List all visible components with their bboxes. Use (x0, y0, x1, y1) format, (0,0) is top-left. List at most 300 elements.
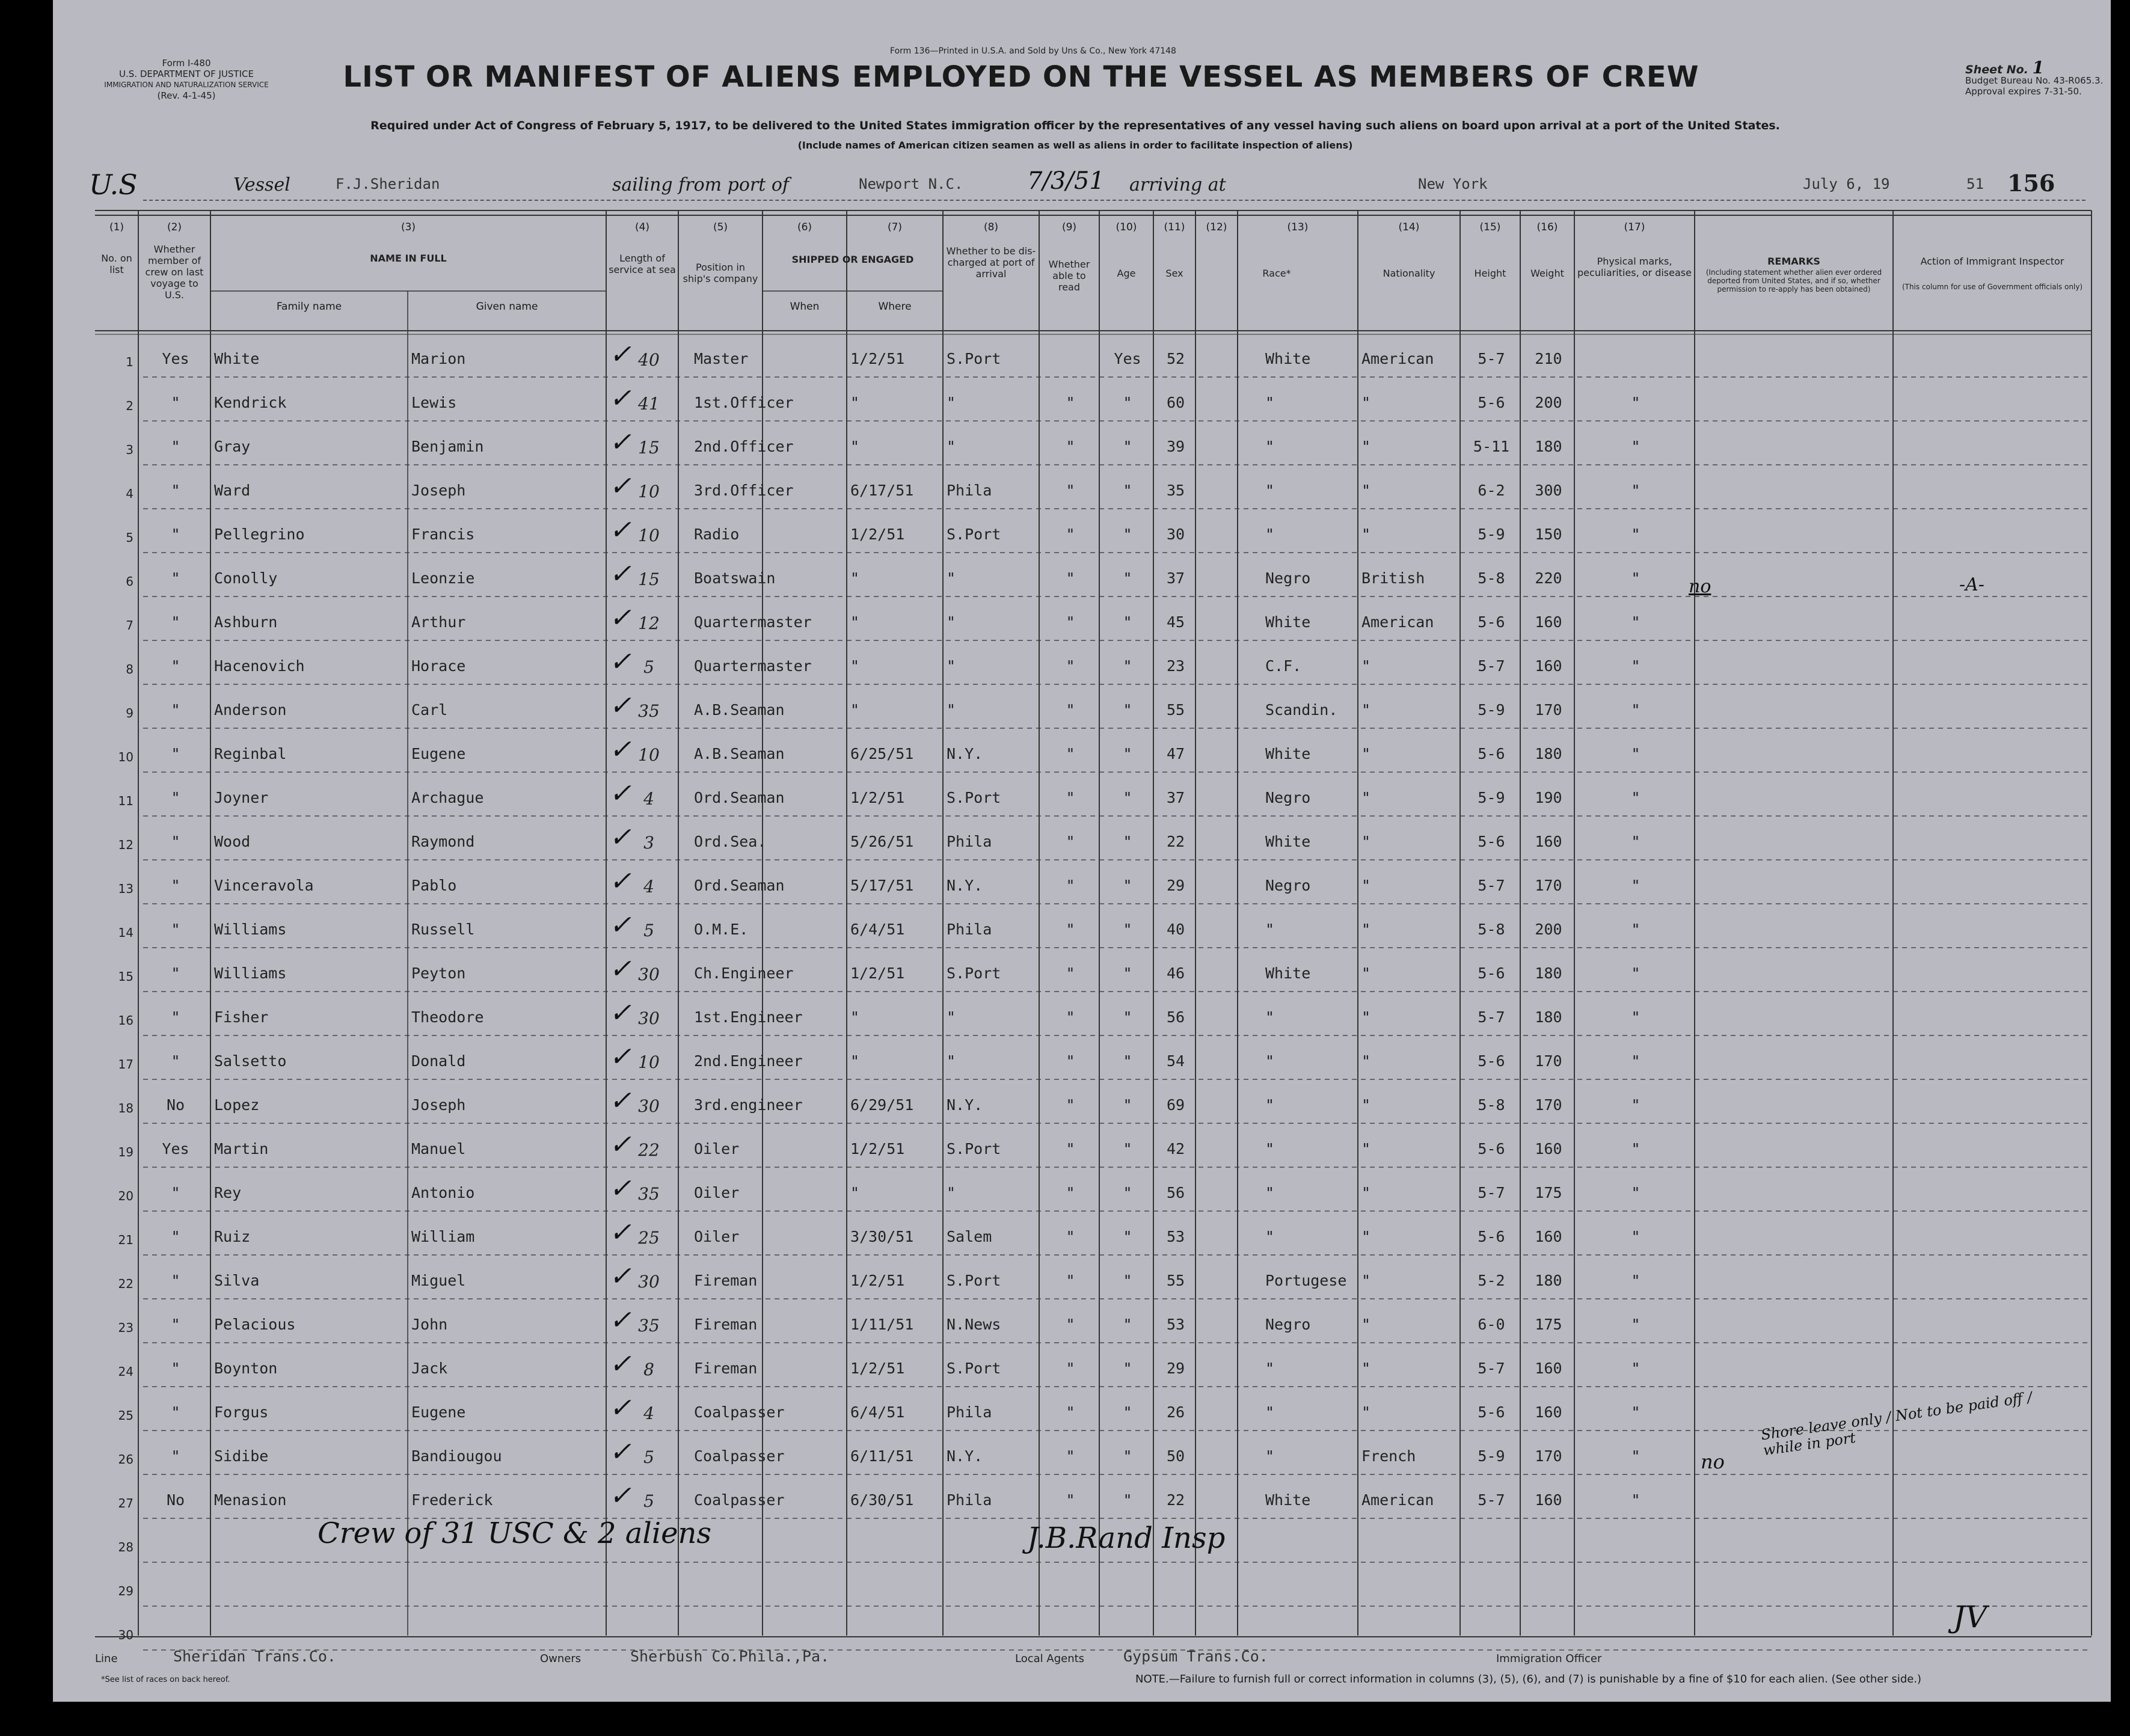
column-header-c11: Race* (1262, 268, 1291, 279)
cell-service: 35 (638, 1316, 660, 1336)
cell-where: " (947, 1008, 956, 1026)
column-header-c16: REMARKS (1767, 256, 1820, 267)
cell-nat: " (1361, 1052, 1371, 1070)
cell-crew: Yes (162, 350, 189, 367)
owners-label: Owners (540, 1652, 582, 1665)
cell-service: 40 (638, 350, 660, 370)
sail-date: 7/3/51 (1027, 167, 1105, 195)
cell-given: Carl (411, 701, 448, 719)
cell-race: White (1265, 1491, 1311, 1509)
cell-marks: " (1631, 1403, 1640, 1421)
cell-dis: " (1066, 1272, 1075, 1289)
cell-weight: 175 (1535, 1184, 1562, 1201)
cell-age: 60 (1166, 394, 1185, 411)
cell-marks: " (1631, 1360, 1640, 1377)
cell-dis: " (1066, 1447, 1075, 1465)
races-note: *See list of races on back hereof. (101, 1675, 230, 1684)
cell-race: Scandin. (1265, 701, 1338, 719)
cell-read: " (1123, 877, 1132, 894)
arriving-label: arriving at (1129, 174, 1226, 195)
check-mark-icon: ✓ (609, 822, 631, 853)
cell-given: Horace (411, 657, 466, 675)
cell-family: Forgus (214, 1403, 269, 1421)
cell-nat: " (1361, 1008, 1371, 1026)
cell-read: " (1123, 394, 1132, 411)
cell-crew: " (171, 569, 180, 587)
cell-crew: " (171, 1360, 180, 1377)
cell-race: C.F. (1265, 657, 1302, 675)
cell-age: 55 (1166, 701, 1185, 719)
cell-crew: " (171, 1008, 180, 1026)
cell-race: " (1265, 1008, 1275, 1026)
column-number: (13) (1287, 221, 1309, 233)
cell-n: 24 (118, 1364, 134, 1379)
cell-height: 5-7 (1478, 1360, 1505, 1377)
cell-service: 30 (638, 1008, 660, 1028)
cell-nat: " (1361, 1228, 1371, 1245)
cell-service: 10 (638, 1052, 660, 1072)
cell-crew: No (166, 1491, 185, 1509)
cell-age: 55 (1166, 1272, 1185, 1289)
cell-n: 21 (118, 1233, 134, 1247)
cell-position: 2nd.Engineer (694, 1052, 803, 1070)
cell-n: 25 (118, 1408, 134, 1423)
cell-given: Bandiougou (411, 1447, 502, 1465)
cell-position: 3rd.engineer (694, 1096, 803, 1114)
cell-n: 22 (118, 1277, 134, 1291)
cell-family: Ashburn (214, 613, 278, 631)
cell-dis: " (1066, 1052, 1075, 1070)
approval-expiry: Approval expires 7-31-50. (1965, 86, 2082, 97)
cell-race: " (1265, 1184, 1275, 1201)
cell-height: 5-6 (1478, 965, 1505, 982)
column-header-c6: SHIPPED OR ENGAGED (791, 254, 914, 265)
cell-where: S.Port (947, 1140, 1001, 1158)
cell-given: Theodore (411, 1008, 484, 1026)
cell-family: Reginbal (214, 745, 287, 762)
cell-marks: " (1631, 833, 1640, 850)
cell-nat: American (1361, 613, 1434, 631)
cell-n: 12 (118, 838, 134, 852)
check-mark-icon: ✓ (609, 471, 631, 501)
cell-age: 29 (1166, 1360, 1185, 1377)
cell-marks: " (1631, 1140, 1640, 1158)
cell-marks: " (1631, 482, 1640, 499)
cell-given: Peyton (411, 965, 466, 982)
column-subheader-c6_where: Where (878, 301, 912, 313)
cell-where: N.News (947, 1316, 1001, 1333)
cell-when: " (850, 1008, 860, 1026)
cell-family: Vinceravola (214, 877, 314, 894)
check-mark-icon: ✓ (609, 778, 631, 809)
cell-when: 1/2/51 (850, 965, 905, 982)
cell-age: 52 (1166, 350, 1185, 367)
cell-race: " (1265, 394, 1275, 411)
cell-weight: 180 (1535, 1272, 1562, 1289)
check-mark-icon: ✓ (609, 427, 631, 458)
cell-race: " (1265, 1360, 1275, 1377)
cell-where: S.Port (947, 789, 1001, 806)
cell-when: " (850, 1052, 860, 1070)
cell-race: Negro (1265, 569, 1311, 587)
cell-given: Eugene (411, 1403, 466, 1421)
cell-age: 69 (1166, 1096, 1185, 1114)
cell-where: " (947, 613, 956, 631)
cell-service: 15 (638, 569, 660, 589)
stamp-number: 156 (2007, 170, 2055, 197)
cell-nat: " (1361, 394, 1371, 411)
cell-race: " (1265, 1140, 1275, 1158)
cell-nat: " (1361, 921, 1371, 938)
cell-height: 5-11 (1473, 438, 1510, 455)
cell-nat: " (1361, 789, 1371, 806)
cell-age: 37 (1166, 569, 1185, 587)
cell-family: Silva (214, 1272, 260, 1289)
cell-weight: 160 (1535, 1140, 1562, 1158)
cell-family: White (214, 350, 260, 367)
cell-race: " (1265, 1403, 1275, 1421)
cell-marks: " (1631, 1008, 1640, 1026)
cell-position: A.B.Seaman (694, 701, 785, 719)
cell-when: 6/25/51 (850, 745, 914, 762)
cell-weight: 190 (1535, 789, 1562, 806)
check-mark-icon: ✓ (609, 910, 631, 940)
cell-age: 26 (1166, 1403, 1185, 1421)
cell-n: 8 (126, 662, 134, 676)
cell-read: " (1123, 789, 1132, 806)
cell-family: Salsetto (214, 1052, 287, 1070)
cell-read: " (1123, 833, 1132, 850)
arrival-port: New York (1418, 176, 1488, 192)
cell-read: " (1123, 921, 1132, 938)
cell-height: 5-7 (1478, 657, 1505, 675)
cell-where: " (947, 657, 956, 675)
cell-nat: " (1361, 1316, 1371, 1333)
vessel-prefix: U.S (89, 168, 138, 201)
cell-family: Gray (214, 438, 251, 455)
cell-given: Manuel (411, 1140, 466, 1158)
cell-weight: 160 (1535, 613, 1562, 631)
check-mark-icon: ✓ (609, 603, 631, 633)
cell-age: 53 (1166, 1316, 1185, 1333)
printer-line: Form 136—Printed in U.S.A. and Sold by Uns & Co., New York 47148 (890, 46, 1176, 56)
cell-age: 30 (1166, 526, 1185, 543)
cell-position: Quartermaster (694, 613, 812, 631)
cell-race: " (1265, 1228, 1275, 1245)
cell-crew: " (171, 526, 180, 543)
cell-age: 37 (1166, 789, 1185, 806)
cell-weight: 180 (1535, 965, 1562, 982)
cell-family: Anderson (214, 701, 287, 719)
cell-age: 47 (1166, 745, 1185, 762)
cell-given: Joseph (411, 1096, 466, 1114)
column-number: (6) (797, 221, 812, 233)
cell-read: " (1123, 1403, 1132, 1421)
cell-nat: " (1361, 833, 1371, 850)
cell-marks: " (1631, 1272, 1640, 1289)
cell-height: 6-2 (1478, 482, 1505, 499)
cell-weight: 160 (1535, 1228, 1562, 1245)
cell-crew: " (171, 1316, 180, 1333)
check-mark-icon: ✓ (609, 690, 631, 721)
cell-position: Boatswain (694, 569, 776, 587)
cell-weight: 300 (1535, 482, 1562, 499)
cell-weight: 175 (1535, 1316, 1562, 1333)
cell-nat: American (1361, 1491, 1434, 1509)
cell-position: Ord.Seaman (694, 789, 785, 806)
cell-height: 5-8 (1478, 921, 1505, 938)
check-mark-icon: ✓ (609, 1129, 631, 1160)
cell-where: N.Y. (947, 1096, 983, 1114)
cell-crew: " (171, 745, 180, 762)
cell-marks: " (1631, 394, 1640, 411)
cell-age: 22 (1166, 1491, 1185, 1509)
cell-nat: British (1361, 569, 1425, 587)
cell-height: 5-7 (1478, 877, 1505, 894)
column-number: (9) (1061, 221, 1077, 233)
cell-marks: " (1631, 657, 1640, 675)
cell-where: N.Y. (947, 745, 983, 762)
cell-given: Donald (411, 1052, 466, 1070)
cell-nat: " (1361, 526, 1371, 543)
cell-service: 15 (638, 438, 660, 458)
cell-crew: " (171, 438, 180, 455)
cell-dis: " (1066, 526, 1075, 543)
cell-when: 1/2/51 (850, 1140, 905, 1158)
cell-family: Lopez (214, 1096, 260, 1114)
cell-position: Oiler (694, 1228, 740, 1245)
cell-weight: 210 (1535, 350, 1562, 367)
cell-where: " (947, 569, 956, 587)
cell-age: 35 (1166, 482, 1185, 499)
cell-position: Coalpasser (694, 1447, 785, 1465)
cell-where: N.Y. (947, 877, 983, 894)
cell-marks: " (1631, 569, 1640, 587)
cell-crew: " (171, 789, 180, 806)
cell-read: " (1123, 745, 1132, 762)
check-mark-icon: ✓ (609, 1041, 631, 1072)
cell-dis: " (1066, 1316, 1075, 1333)
cell-nat: American (1361, 350, 1434, 367)
cell-weight: 160 (1535, 833, 1562, 850)
cell-position: A.B.Seaman (694, 745, 785, 762)
cell-height: 5-6 (1478, 1140, 1505, 1158)
cell-where: Phila (947, 482, 992, 499)
check-mark-icon: ✓ (609, 1480, 631, 1511)
cell-n: 18 (118, 1101, 134, 1115)
cell-when: 1/2/51 (850, 350, 905, 367)
cell-read: " (1123, 1096, 1132, 1114)
column-number: (1) (109, 221, 124, 233)
cell-dis: " (1066, 482, 1075, 499)
cell-where: N.Y. (947, 1447, 983, 1465)
cell-crew: " (171, 877, 180, 894)
cell-when: 1/11/51 (850, 1316, 914, 1333)
requirement-text: Required under Act of Congress of February 5, 1917, to be delivered to the United States immigration officer by the representatives of any vessel having such aliens on board upon arrival at a port of the United States. (370, 119, 1780, 132)
column-number: (2) (167, 221, 182, 233)
cell-where: S.Port (947, 1360, 1001, 1377)
cell-weight: 200 (1535, 394, 1562, 411)
cell-height: 5-6 (1478, 745, 1505, 762)
cell-race: " (1265, 1447, 1275, 1465)
cell-race: " (1265, 526, 1275, 543)
cell-given: Francis (411, 526, 475, 543)
cell-n: 6 (126, 574, 134, 589)
cell-dis: " (1066, 789, 1075, 806)
cell-n: 30 (118, 1628, 134, 1642)
cell-when: 1/2/51 (850, 1272, 905, 1289)
cell-position: 1st.Engineer (694, 1008, 803, 1026)
sheet-value: 1 (2032, 58, 2044, 78)
cell-position: Ord.Sea. (694, 833, 767, 850)
cell-race: White (1265, 613, 1311, 631)
cell-position: Ord.Seaman (694, 877, 785, 894)
cell-race: Negro (1265, 877, 1311, 894)
column-number: (5) (713, 221, 728, 233)
sailing-label: sailing from port of (612, 174, 789, 195)
column-header-c7: Whether to be dis-charged at port of arrival (946, 245, 1036, 280)
cell-n: 26 (118, 1452, 134, 1467)
cell-service: 3 (643, 833, 654, 853)
cell-n: 16 (118, 1013, 134, 1028)
cell-race: " (1265, 482, 1275, 499)
check-mark-icon: ✓ (609, 1085, 631, 1116)
cell-read: Yes (1114, 350, 1141, 367)
form-number: Form I-480 (162, 58, 211, 69)
cell-nat: " (1361, 965, 1371, 982)
cell-position: Fireman (694, 1360, 758, 1377)
cell-marks: " (1631, 613, 1640, 631)
cell-n: 1 (126, 355, 134, 369)
cell-where: " (947, 438, 956, 455)
cell-weight: 220 (1535, 569, 1562, 587)
cell-weight: 150 (1535, 526, 1562, 543)
column-header-c10: Sex (1165, 268, 1183, 279)
cell-position: 1st.Officer (694, 394, 794, 411)
cell-given: William (411, 1228, 475, 1245)
row6-action: -A- (1959, 574, 1984, 595)
cell-family: Hacenovich (214, 657, 305, 675)
cell-weight: 170 (1535, 1052, 1562, 1070)
cell-where: S.Port (947, 1272, 1001, 1289)
cell-given: Lewis (411, 394, 457, 411)
cell-service: 10 (638, 482, 660, 501)
cell-dis: " (1066, 394, 1075, 411)
cell-n: 3 (126, 443, 134, 457)
column-number: (3) (401, 221, 416, 233)
cell-n: 19 (118, 1145, 134, 1159)
cell-service: 25 (638, 1228, 660, 1248)
cell-race: Portugese (1265, 1272, 1347, 1289)
cell-age: 56 (1166, 1184, 1185, 1201)
cell-race: " (1265, 1052, 1275, 1070)
cell-where: Phila (947, 1403, 992, 1421)
check-mark-icon: ✓ (609, 998, 631, 1028)
check-mark-icon: ✓ (609, 559, 631, 589)
cell-height: 5-2 (1478, 1272, 1505, 1289)
check-mark-icon: ✓ (609, 515, 631, 545)
cell-read: " (1123, 1491, 1132, 1509)
cell-service: 8 (643, 1360, 654, 1379)
cell-dis: " (1066, 1184, 1075, 1201)
cell-weight: 170 (1535, 877, 1562, 894)
cell-weight: 160 (1535, 1491, 1562, 1509)
cell-height: 5-9 (1478, 789, 1505, 806)
cell-when: " (850, 613, 860, 631)
check-mark-icon: ✓ (609, 734, 631, 765)
cell-n: 11 (118, 794, 134, 808)
cell-service: 4 (643, 877, 654, 897)
cell-marks: " (1631, 1096, 1640, 1114)
cell-crew: " (171, 1447, 180, 1465)
from-port: Newport N.C. (859, 176, 963, 192)
vessel-name: F.J.Sheridan (336, 176, 440, 192)
cell-position: 2nd.Officer (694, 438, 794, 455)
check-mark-icon: ✓ (609, 1173, 631, 1204)
cell-family: Williams (214, 965, 287, 982)
cell-read: " (1123, 569, 1132, 587)
cell-read: " (1123, 965, 1132, 982)
cell-crew: " (171, 1272, 180, 1289)
cell-age: 50 (1166, 1447, 1185, 1465)
cell-height: 5-8 (1478, 1096, 1505, 1114)
cell-age: 54 (1166, 1052, 1185, 1070)
column-number: (14) (1398, 221, 1420, 233)
cell-crew: " (171, 921, 180, 938)
cell-when: " (850, 438, 860, 455)
cell-read: " (1123, 1447, 1132, 1465)
cell-height: 5-6 (1478, 613, 1505, 631)
cell-weight: 160 (1535, 1360, 1562, 1377)
cell-dis: " (1066, 833, 1075, 850)
cell-where: Salem (947, 1228, 992, 1245)
cell-height: 5-9 (1478, 701, 1505, 719)
cell-position: 3rd.Officer (694, 482, 794, 499)
cell-read: " (1123, 701, 1132, 719)
cell-dis: " (1066, 1096, 1075, 1114)
check-mark-icon: ✓ (609, 1349, 631, 1379)
cell-family: Martin (214, 1140, 269, 1158)
cell-when: 6/4/51 (850, 921, 905, 938)
cell-dis: " (1066, 701, 1075, 719)
cell-where: S.Port (947, 965, 1001, 982)
cell-n: 13 (118, 882, 134, 896)
cell-service: 35 (638, 701, 660, 721)
check-mark-icon: ✓ (609, 1217, 631, 1248)
cell-dis: " (1066, 613, 1075, 631)
cell-read: " (1123, 438, 1132, 455)
column-header-c14: Weight (1530, 268, 1564, 279)
cell-service: 5 (643, 657, 654, 677)
cell-when: " (850, 657, 860, 675)
column-header-c4: Length of service at sea (609, 253, 676, 275)
column-header-c9: Age (1117, 268, 1136, 279)
cell-race: White (1265, 833, 1311, 850)
cell-nat: " (1361, 1184, 1371, 1201)
cell-height: 5-6 (1478, 1403, 1505, 1421)
column-subheader-c3_family: Family name (276, 301, 342, 313)
cell-race: White (1265, 965, 1311, 982)
cell-where: " (947, 1184, 956, 1201)
cell-age: 42 (1166, 1140, 1185, 1158)
budget-bureau: Budget Bureau No. 43-R065.3. (1965, 75, 2104, 86)
cell-race: " (1265, 1096, 1275, 1114)
column-number: (12) (1206, 221, 1227, 233)
cell-given: Eugene (411, 745, 466, 762)
cell-where: Phila (947, 833, 992, 850)
cell-n: 27 (118, 1496, 134, 1511)
cell-when: 1/2/51 (850, 526, 905, 543)
